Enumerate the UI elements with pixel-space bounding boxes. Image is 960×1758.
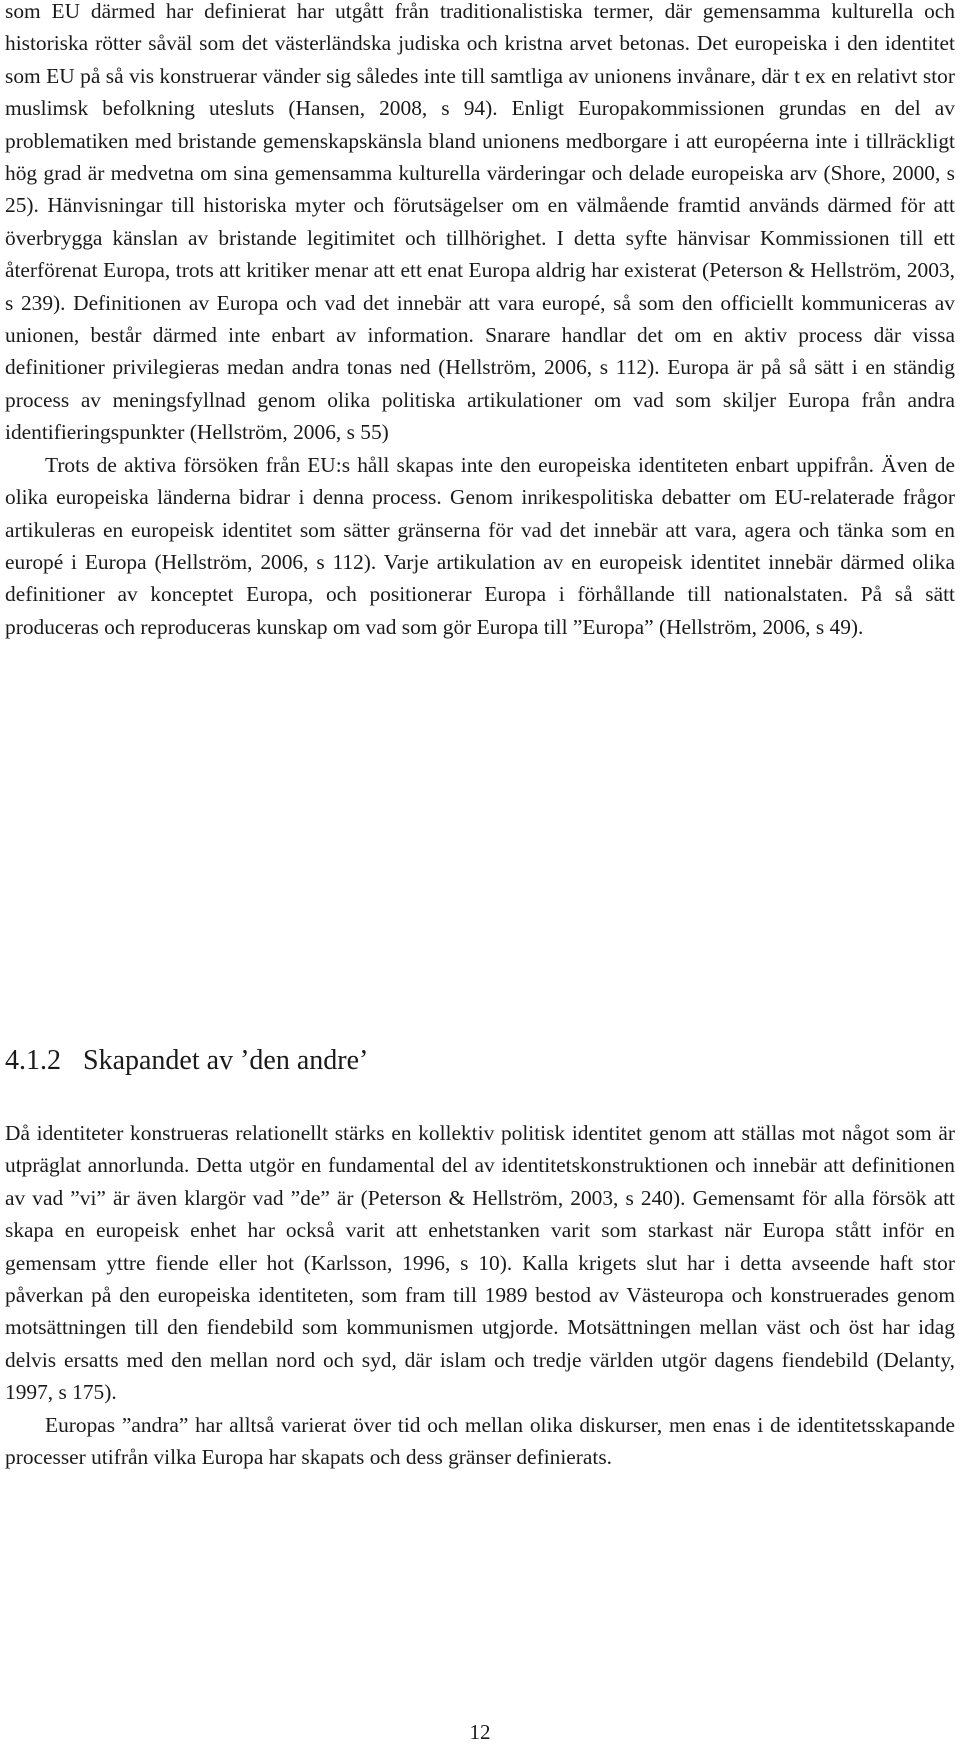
section-heading-number: 4.1.2 <box>5 1045 61 1076</box>
page-number: 12 <box>469 1720 491 1744</box>
paragraph: Då identiteter konstrueras relationellt stärks en kollektiv politisk identitet genom att ställas mot något som är utpräglat annorlunda. Detta utgör en fundamental del av identitetskonstruktionen och innebär att definitionen av vad ”vi” är även klargör vad ”de” är (Peterson & Hellström, 2003, s 240). Gemensamt för alla försök att skapa en europeisk enhet har också varit att enhetstanken varit som starkast när Europa stått inför en gemensam yttre fiende eller hot (Karlsson, 1996, s 10). Kalla krigets slut har i detta avseende haft stor påverkan på den europeiska identiteten, som fram till 1989 bestod av Västeuropa och konstruerades genom motsättningen till den fiendebild som kommunismen utgjorde. Motsättningen mellan väst och öst har idag delvis ersatts med den mellan nord och syd, där islam och tredje världen utgör dagens fiendebild (Delanty, 1997, s 175). <box>5 1121 955 1405</box>
body-text-section-2 <box>5 1117 955 1473</box>
paragraph: som EU därmed har definierat har utgått från traditionalistiska termer, där gemensamma kulturella och historiska rötter såväl som det västerländska judiska och kristna arvet betonas. Det europeiska i den identitet som EU på så vis konstruerar vänder sig således inte till samtliga av unionens invånare, där t ex en relativt stor muslimsk befolkning utesluts (Hansen, 2008, s 94). Enligt Europakommissionen grundas en del av problematiken med bristande gemenskapskänsla bland unionens medborgare i att européerna inte i tillräckligt hög grad är medvetna om sina gemensamma kulturella värderingar och delade europeiska arv (Shore, 2000, s 25). Hänvisningar till historiska myter och förutsägelser om en välmående framtid används därmed för att överbrygga känslan av bristande legitimitet och tillhörighet. I detta syfte hänvisar Kommissionen till ett återförenat Europa, trots att kritiker menar att ett enat Europa aldrig har existerat (Peterson & Hellström, 2003, s 239). Definitionen av Europa och vad det innebär att vara europé, så som den officiellt kommuniceras av unionen, består därmed inte enbart av information. Snarare handlar det om en aktiv process där vissa definitioner privilegieras medan andra tonas ned (Hellström, 2006, s 112). Europa är på så sätt i en ständig process av meningsfyllnad genom olika politiska artikulationer om vad som skiljer Europa från andra identifieringspunkter (Hellström, 2006, s 55) <box>5 0 955 445</box>
section-heading-title: Skapandet av ’den andre’ <box>83 1045 369 1076</box>
paragraph: Europas ”andra” har alltså varierat över tid och mellan olika diskurser, men enas i de identitetsskapande processer utifrån vilka Europa har skapats och dess gränser definierats. <box>5 1412 955 1470</box>
body-text-section-1 <box>5 0 955 643</box>
paragraph: Trots de aktiva försöken från EU:s håll skapas inte den europeiska identiteten enbart uppifrån. Även de olika europeiska länderna bidrar i denna process. Genom inrikespolitiska debatter om EU-relaterade frågor artikuleras en europeisk identitet som sätter gränserna för vad det innebär att vara, agera och tänka som en europé i Europa (Hellström, 2006, s 112). Varje artikulation av en europeisk identitet innebär därmed olika definitioner av konceptet Europa, och positionerar Europa i förhållande till nationalstaten. På så sätt produceras och reproduceras kunskap om vad som gör Europa till ”Europa” (Hellström, 2006, s 49). <box>5 452 955 639</box>
section-heading <box>5 1043 368 1079</box>
